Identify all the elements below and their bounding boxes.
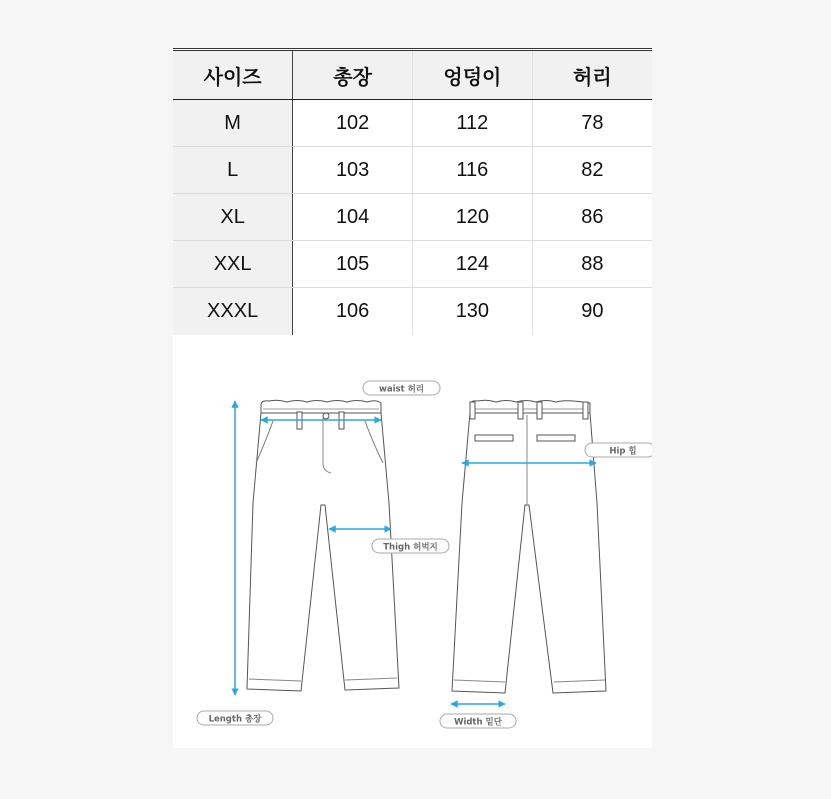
thigh-label [372,539,449,553]
pants-back-drawing [452,400,606,693]
header-waist: 허리 [532,50,652,100]
header-size: 사이즈 [173,50,293,100]
header-length: 총장 [293,50,413,100]
svg-text:waist 허리: waist 허리 [378,384,425,395]
cell-length: 102 [293,100,413,147]
cell-size: M [173,100,293,147]
cell-size: L [173,147,293,194]
length-label [197,711,273,725]
size-table [173,48,652,335]
waist-label [363,381,440,395]
width-label [440,714,516,728]
cell-length: 103 [293,147,413,194]
cell-length: 104 [293,194,413,241]
svg-text:Width 밑단: Width 밑단 [454,717,502,728]
table-row [173,288,652,335]
table-row [173,147,652,194]
cell-hip: 112 [413,100,533,147]
cell-waist: 82 [532,147,652,194]
size-chart-sheet [173,48,652,748]
cell-hip: 120 [413,194,533,241]
cell-size: XL [173,194,293,241]
table-header-row [173,50,652,100]
svg-text:Length 총장: Length 총장 [208,714,262,725]
hip-label [585,443,652,457]
cell-size: XXL [173,241,293,288]
table-row [173,194,652,241]
header-hip: 엉덩이 [413,50,533,100]
cell-waist: 78 [532,100,652,147]
svg-text:Thigh 허벅지: Thigh 허벅지 [383,542,438,553]
cell-waist: 86 [532,194,652,241]
cell-hip: 116 [413,147,533,194]
cell-waist: 88 [532,241,652,288]
cell-size: XXXL [173,288,293,335]
cell-length: 105 [293,241,413,288]
cell-hip: 124 [413,241,533,288]
cell-length: 106 [293,288,413,335]
svg-text:Hip 힙: Hip 힙 [609,446,637,457]
cell-waist: 90 [532,288,652,335]
table-row [173,100,652,147]
table-row [173,241,652,288]
cell-hip: 130 [413,288,533,335]
pants-measurement-diagram [173,333,652,748]
